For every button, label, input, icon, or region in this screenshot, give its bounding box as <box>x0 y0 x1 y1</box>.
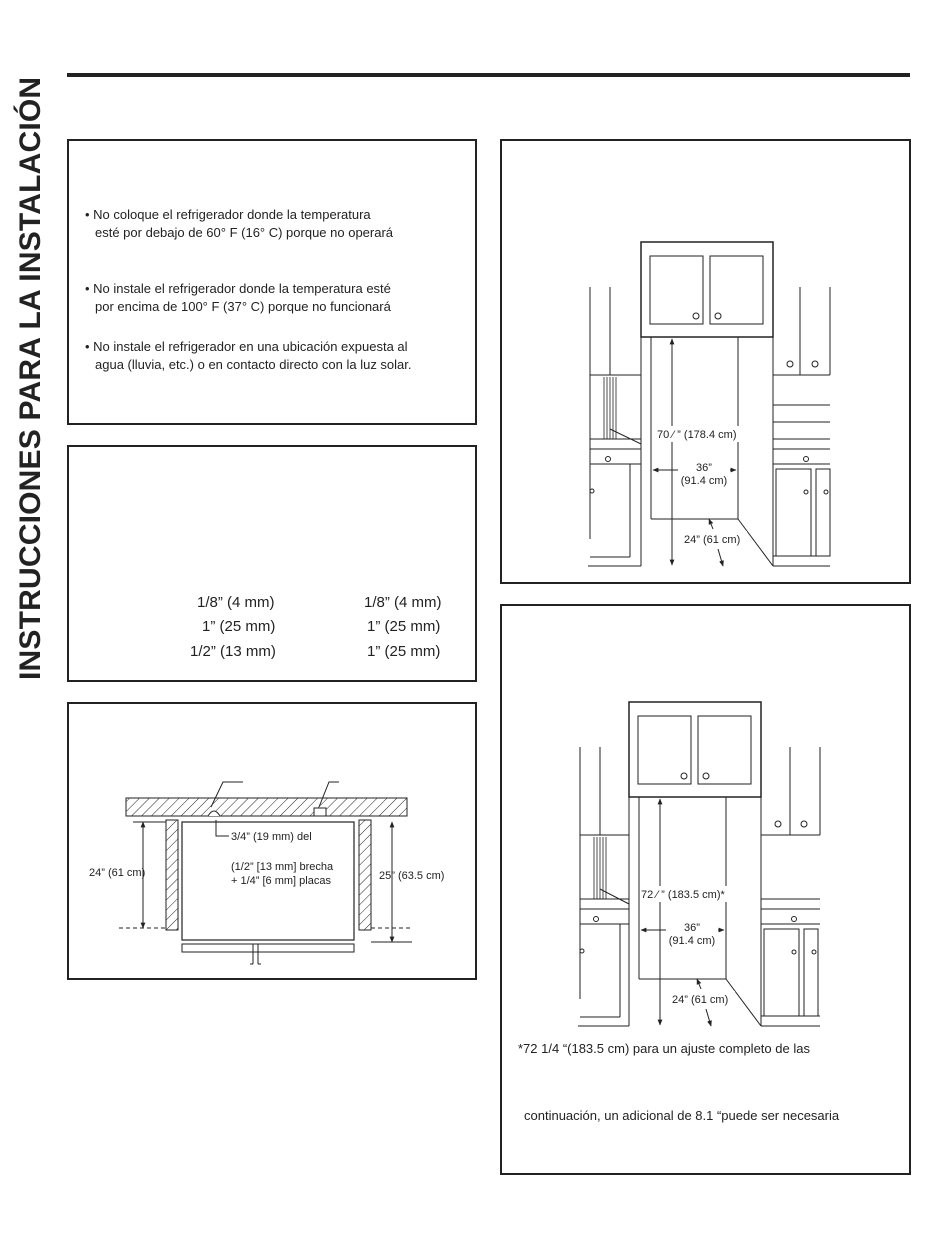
depth-label-right: 25” (63.5 cm) <box>379 870 445 882</box>
side-title: INSTRUCCIONES PARA LA INSTALACIÓN <box>14 76 47 680</box>
opening-diagram-2 <box>500 604 911 1034</box>
width-label-in: 36” <box>696 462 712 474</box>
wall-hatch <box>126 798 407 816</box>
clearance-value: 1” (25 mm) <box>367 643 441 660</box>
clearance-value: 1/8” (4 mm) <box>364 594 442 611</box>
bullet-line: esté por debajo de 60° F (16° C) porque no operará <box>95 225 394 240</box>
footnote-line-2: continuación, un adicional de 8.1 “puede ser necesaria <box>524 1108 840 1123</box>
temperature-bullet-3 <box>85 338 412 374</box>
depth-label: 24” (61 cm) <box>684 534 741 546</box>
clearances-panel <box>67 445 477 682</box>
clearance-value: 1” (25 mm) <box>202 618 276 635</box>
width-label-cm: (91.4 cm) <box>680 475 728 487</box>
gap-label: 3/4” (19 mm) del <box>231 831 312 843</box>
depth-label: 24” (61 cm) <box>672 994 729 1006</box>
temperature-bullet-2 <box>85 280 391 316</box>
bullet-line: • No instale el refrigerador donde la temperatura esté <box>85 281 391 296</box>
cabinet-plan-diagram <box>67 702 477 980</box>
width-label-in: 36” <box>684 922 700 934</box>
clearance-value: 1/8” (4 mm) <box>197 594 275 611</box>
refrigerator-door <box>182 944 354 952</box>
opening-diagram-2-panel <box>500 604 911 1175</box>
opening-diagram-1-panel <box>500 139 911 584</box>
bullet-line: por encima de 100° F (37° C) porque no funcionará <box>95 299 391 314</box>
clearance-value: 1/2” (13 mm) <box>190 643 276 660</box>
temperature-bullet-1 <box>85 206 393 242</box>
temperature-panel <box>67 139 477 425</box>
footnote-line-1: *72 1/4 “(183.5 cm) para un ajuste completo de las <box>518 1041 810 1056</box>
brecha-label-2: + 1/4” [6 mm] placas <box>231 875 331 887</box>
bullet-line: • No coloque el refrigerador donde la temperatura <box>85 207 371 222</box>
left-cabinet-side <box>166 820 178 930</box>
opening-diagram-1 <box>500 139 911 584</box>
bullet-line: • No instale el refrigerador en una ubicación expuesta al <box>85 339 408 354</box>
right-cabinet-side <box>359 820 371 930</box>
brecha-label-1: (1/2” [13 mm] brecha <box>231 861 334 873</box>
depth-label-left: 24” (61 cm) <box>89 867 146 879</box>
top-rule <box>67 73 910 77</box>
clearance-value: 1” (25 mm) <box>367 618 441 635</box>
bullet-line: agua (lluvia, etc.) o en contacto directo con la luz solar. <box>95 357 412 372</box>
height-label: 70 ⁄ ” (178.4 cm) <box>657 429 737 441</box>
height-label: 72 ⁄ ” (183.5 cm)* <box>641 889 725 901</box>
cabinet-diagram-panel <box>67 702 477 980</box>
width-label-cm: (91.4 cm) <box>668 935 716 947</box>
